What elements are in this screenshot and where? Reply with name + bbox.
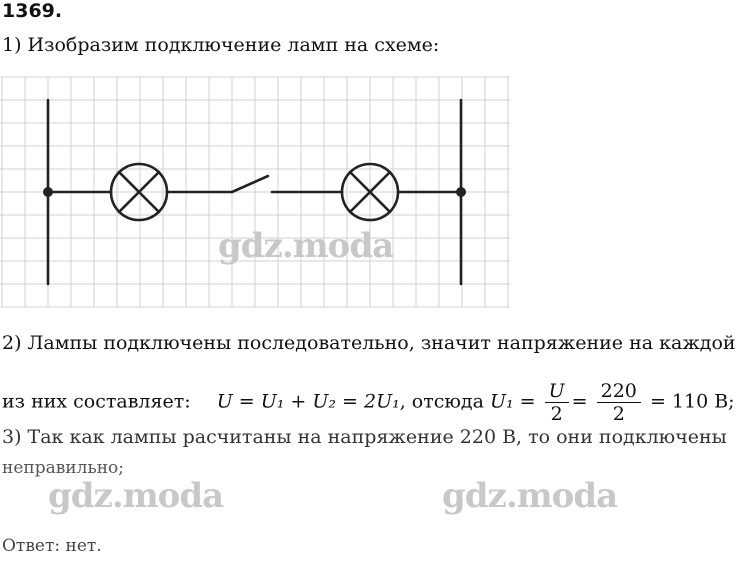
- fraction-2-denominator: 2: [612, 403, 625, 425]
- watermark: gdz.moda: [48, 476, 224, 516]
- formula-part-1: U = U₁ + U₂ = 2U₁: [216, 390, 400, 413]
- node-right: [456, 187, 466, 197]
- problem-number: 1369.: [2, 0, 63, 22]
- fraction-220-over-2: [597, 380, 641, 425]
- step-3-line-1: 3) Так как лампы расчитаны на напряжение 220 В, то они подключены: [2, 426, 727, 448]
- step-2-line-2: из них составляет: U = U₁ + U₂ = 2U₁, отсюда U₁ = $\frac{U}{2}$ = $\frac{220}{2}$ = 110 В;: [2, 380, 735, 425]
- watermark: gdz.moda: [442, 476, 618, 516]
- formula-lhs: U₁ =: [490, 390, 536, 413]
- fraction-u-over-2: [545, 380, 569, 425]
- switch-icon: [232, 176, 268, 192]
- formula-middle: , отсюда: [399, 390, 490, 413]
- fraction-2-numerator: 220: [597, 380, 641, 403]
- circuit-diagram: [0, 72, 658, 312]
- step-1-text: 1) Изобразим подключение ламп на схеме:: [2, 34, 440, 56]
- node-left: [43, 187, 53, 197]
- fraction-1-numerator: U: [545, 380, 569, 403]
- step-3-line-2: неправильно;: [2, 458, 124, 478]
- formula-result: = 110 В;: [649, 390, 735, 413]
- watermark: gdz.moda: [218, 226, 394, 266]
- step-2-prefix: из них составляет:: [2, 390, 191, 413]
- fraction-1-denominator: 2: [550, 403, 563, 425]
- step-2-line-1: 2) Лампы подключены последовательно, значит напряжение на каждой: [2, 332, 736, 354]
- answer-text: Ответ: нет.: [2, 536, 102, 556]
